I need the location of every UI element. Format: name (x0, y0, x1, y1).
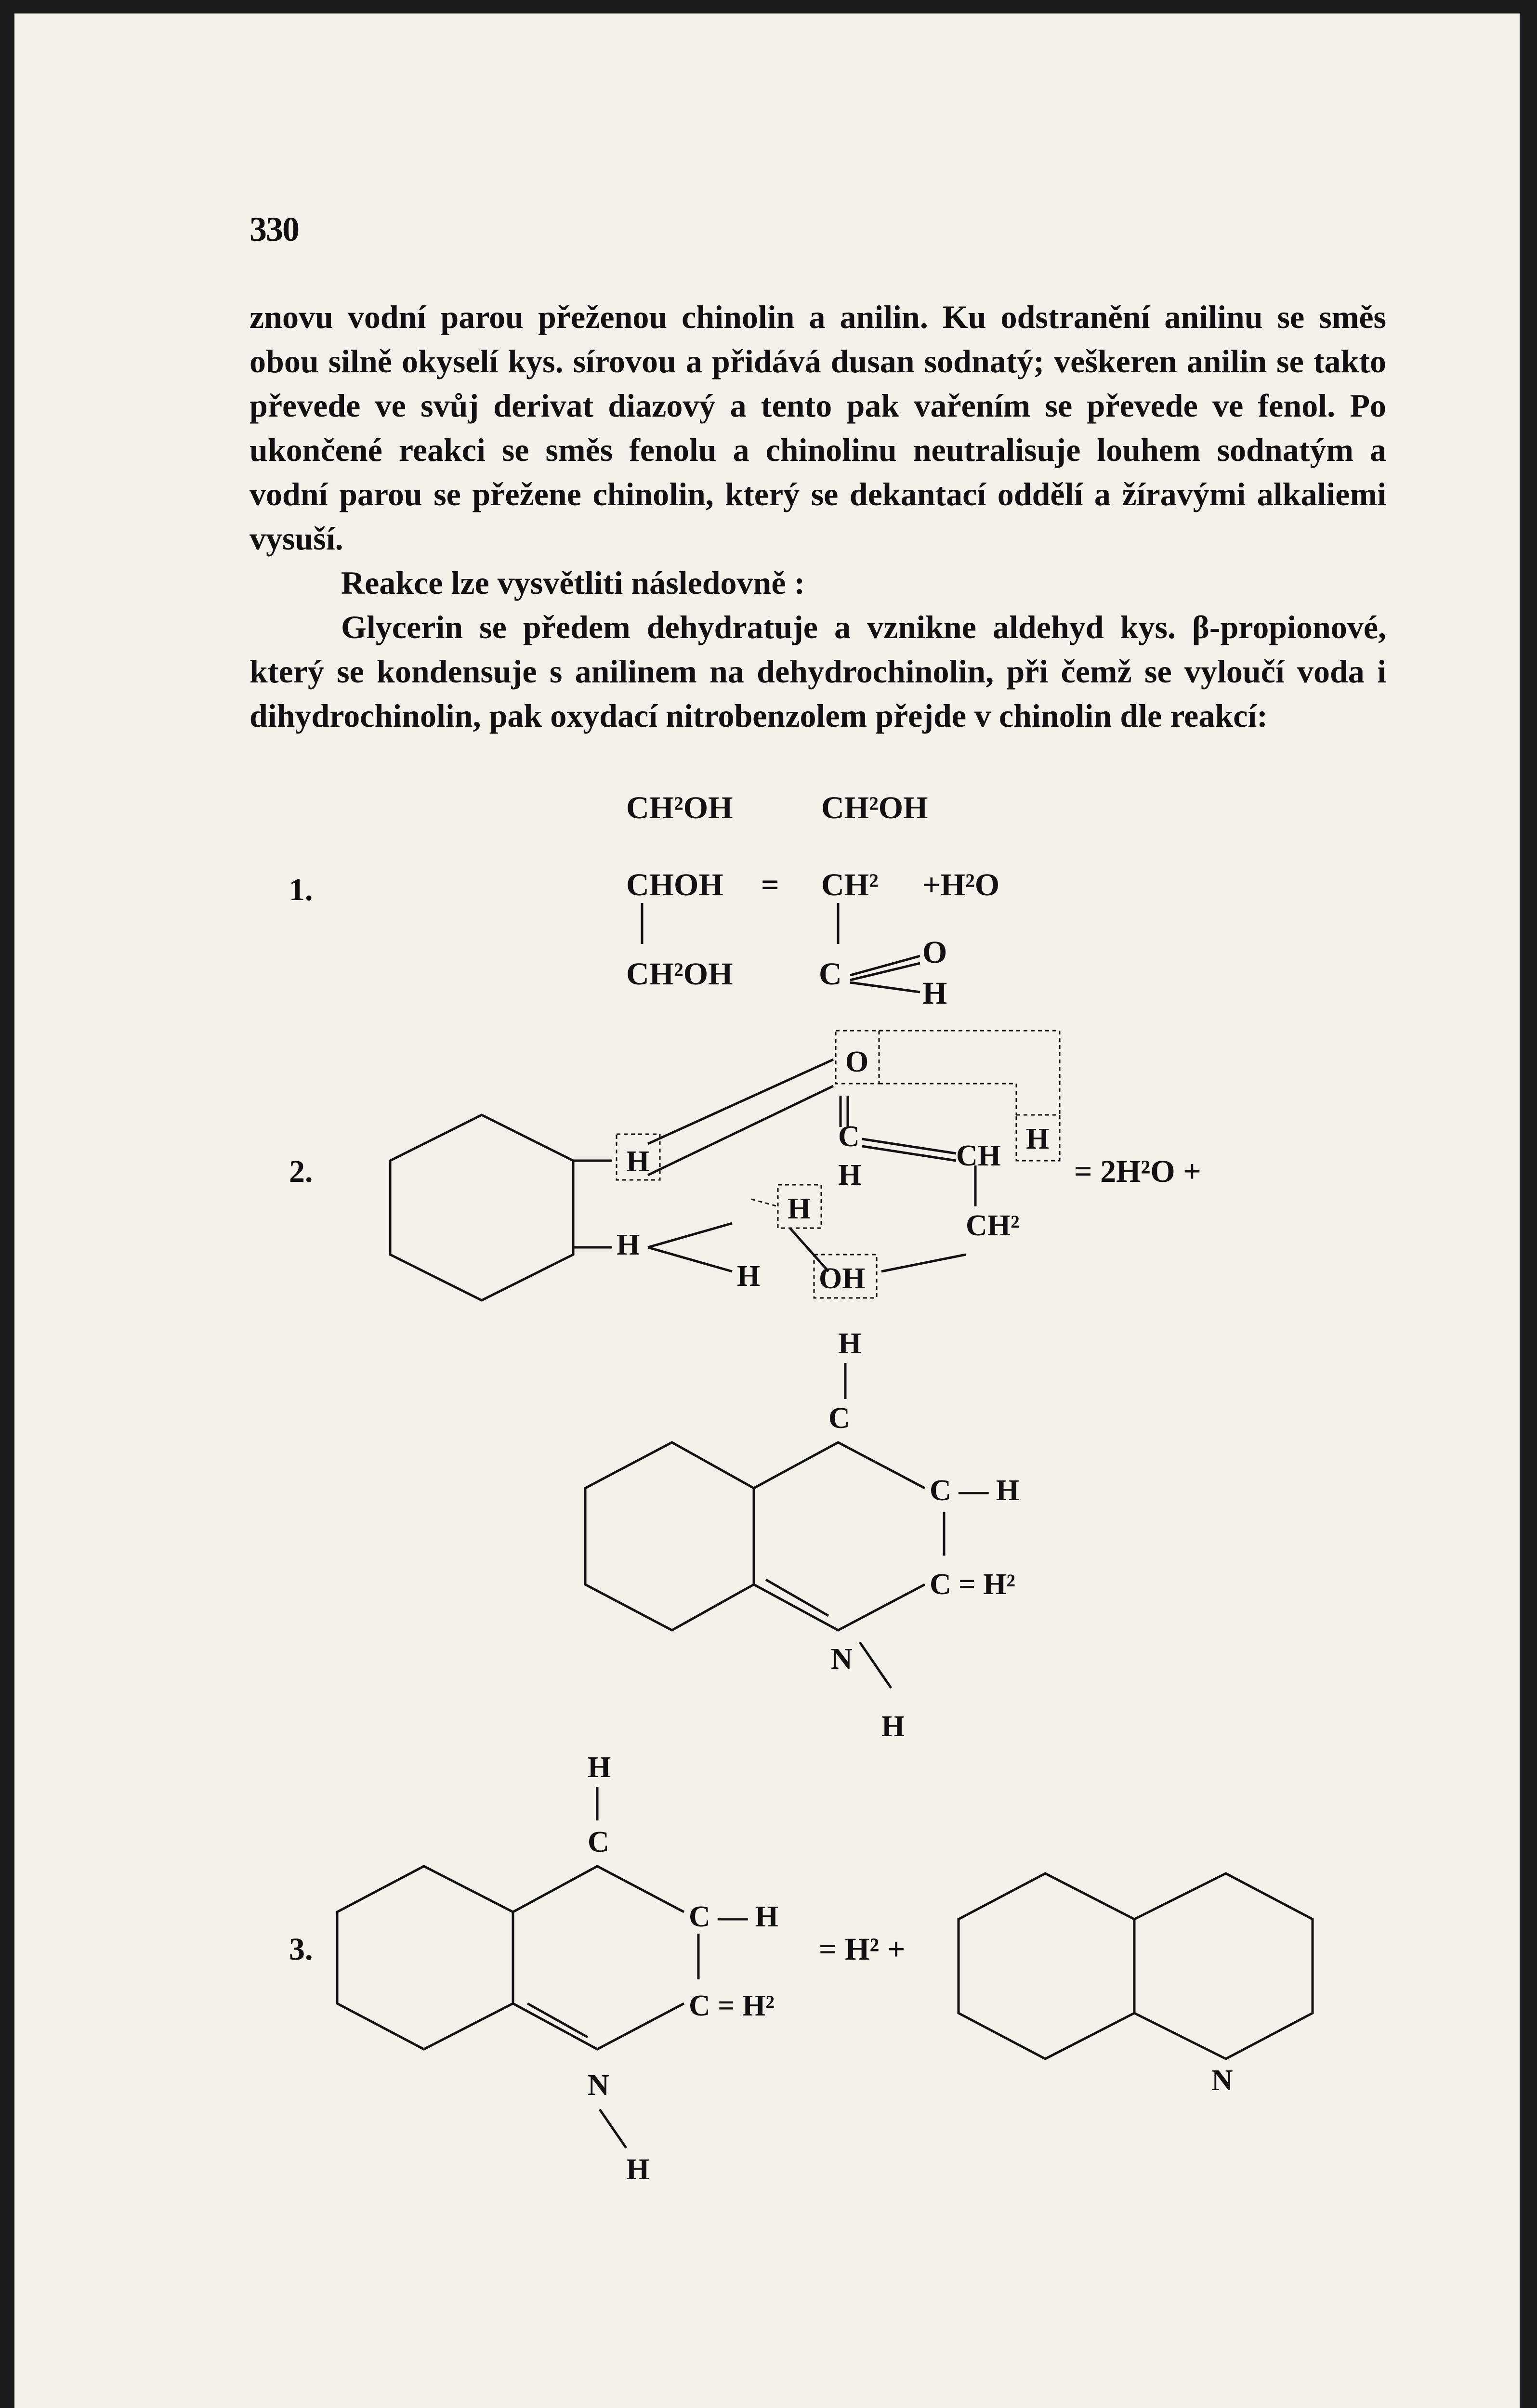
r2-atom-h-left: H (626, 1145, 650, 1178)
r1-aldehyde-c: C (819, 956, 842, 992)
r1-aldehyde-top: CH²OH (821, 790, 928, 825)
r2-benzene-ring (390, 1115, 573, 1300)
r2p-atom-n: N (831, 1643, 853, 1675)
r2-atom-c: C (838, 1120, 860, 1153)
r3-atom-h-n: H (626, 2153, 650, 2186)
r3-quinoline-n: N (1211, 2064, 1233, 2097)
r3-atom-c-h2: C = H² (689, 1989, 775, 2022)
r3-atom-c-h: C — H (689, 1900, 778, 1933)
r2p-atom-c-h: C — H (930, 1474, 1019, 1507)
r3-result: = H² + (819, 1932, 906, 1967)
r2-atom-h-right: H (1026, 1123, 1050, 1155)
r2p-benzene-ring (585, 1442, 754, 1630)
r2-result: = 2H²O + (1074, 1154, 1201, 1189)
r1-bond-ch (850, 982, 920, 992)
r3-atom-n: N (588, 2069, 609, 2102)
reaction-1-label: 1. (289, 872, 313, 907)
paragraph-2: Reakce lze vysvětliti následovně : (341, 564, 805, 601)
r1-aldehyde-mid: CH² (821, 867, 879, 903)
r2p-atom-c-h2: C = H² (930, 1568, 1015, 1601)
r2p-atom-h-n: H (881, 1710, 905, 1743)
r1-equals: = (761, 867, 779, 903)
r3-bond-n-h (600, 2109, 626, 2148)
r1-glycerol-top: CH²OH (626, 790, 733, 825)
paragraph-3: Glycerin se předem dehydratuje a vznikne aldehyd kys. β-propionové, který se kondensuje s anilinem na dehydrochinolin, při čemž se vyloučí voda i dihydrochinolin, pak oxydací nitrobenzolem přejde v chinolin dle reakcí: (250, 609, 1386, 734)
r2-bond-nh-up (648, 1223, 732, 1247)
r2p-inner-double (766, 1580, 828, 1616)
r2-bond-cch-2 (862, 1146, 956, 1161)
r2p-bond-n-h (860, 1642, 891, 1688)
r2-dotted-h-link (751, 1199, 778, 1206)
r2-dotted-top (879, 1031, 1060, 1115)
r2-atom-ch: CH (956, 1139, 1001, 1172)
r2-atom-ch2: CH² (966, 1209, 1020, 1242)
r1-glycerol-mid: CHOH (626, 867, 723, 903)
r3-atom-c-top: C (588, 1826, 609, 1858)
r1-glycerol-bottom: CH²OH (626, 956, 733, 992)
r2p-atom-c-top: C (828, 1402, 850, 1435)
r3-inner-double (527, 2003, 588, 2037)
r3-benzene-ring (337, 1866, 513, 2049)
r3-quinoline-right-ring (1134, 1873, 1313, 2059)
r3-atom-h-top: H (588, 1751, 611, 1784)
r2-bond-cch-1 (862, 1139, 956, 1153)
page-number: 330 (250, 210, 299, 249)
r3-ring-top (513, 1866, 684, 1912)
r1-aldehyde-h: H (922, 976, 947, 1011)
paragraph-1: znovu vodní parou přeženou chinolin a anilin. Ku odstranění anilinu se směs obou silně okyselí kys. sírovou a přidává dusan sodnatý; veškeren anilin se takto převede ve svůj derivat diazový a tento pak vařením se převede ve fenol. Po ukončené reakci se směs fenolu a chinolinu neutralisuje louhem sodnatým a vodní parou se přežene chinolin, který se dekantací oddělí a žíravými alkaliemi vysuší. (250, 299, 1386, 557)
r2p-atom-h-top: H (838, 1327, 862, 1360)
r2-atom-h-mid: H (788, 1192, 811, 1225)
r1-aldehyde-o: O (922, 935, 947, 970)
reaction-3-label: 3. (289, 1932, 313, 1967)
r2-atom-h-lower-left: H (617, 1229, 640, 1261)
r2-bond-ch2-oh (881, 1255, 966, 1271)
r2-bond-nh-down (648, 1247, 732, 1271)
r2-atom-h-under-c: H (838, 1159, 862, 1191)
r2-dotted-mid (879, 1084, 1016, 1115)
r3-quinoline-left-ring (959, 1873, 1134, 2059)
r1-plus-water: +H²O (922, 867, 1000, 903)
r2p-ring-top (754, 1442, 925, 1488)
r2-atom-h-bottom: H (737, 1260, 761, 1293)
reaction-2-label: 2. (289, 1154, 313, 1189)
r2-atom-oh: OH (819, 1262, 866, 1295)
r2p-ring-bottom (754, 1584, 925, 1630)
r2-atom-o: O (845, 1046, 869, 1078)
